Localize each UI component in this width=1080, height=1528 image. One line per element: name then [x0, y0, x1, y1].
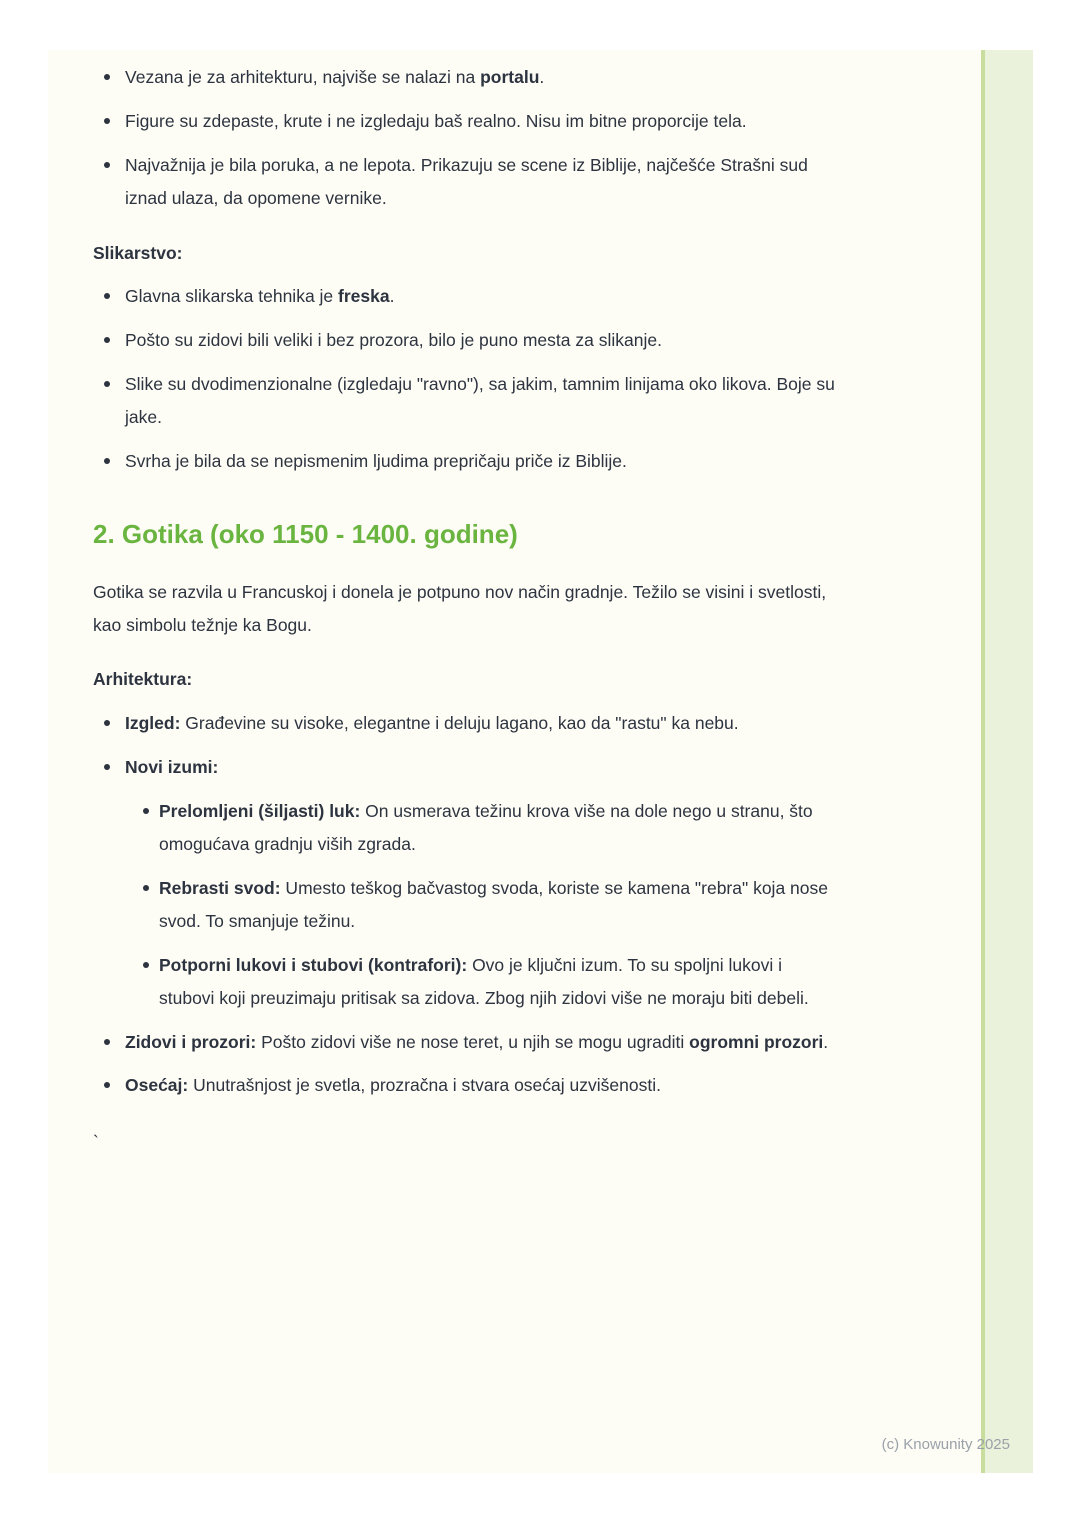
- body-text: On usmerava težinu krova više na dole nego u stranu, što omogućava gradnju viših zgrada.: [159, 801, 813, 855]
- body-text: .: [823, 1031, 829, 1052]
- subsection-heading: Slikarstvo:: [93, 242, 183, 263]
- list-item: [125, 751, 835, 1014]
- bold-text: Zidovi i prozori:: [125, 1031, 257, 1052]
- body-text: Ovo je ključni izum. To su spoljni lukovi i stubovi koji preuzimaju pritisak sa zidova. Zbog njih zidovi više ne moraju biti debeli.: [159, 954, 809, 1008]
- body-text: Pošto zidovi više ne nose teret, u njih se mogu ugraditi: [256, 1031, 690, 1052]
- bold-text: Prelomljeni (šiljasti) luk:: [159, 801, 361, 822]
- document-content: [93, 50, 835, 1159]
- list-item: [159, 949, 835, 1015]
- paragraph: Gotika se razvila u Francuskoj i donela je potpuno nov način gradnje. Težilo se visini i svetlosti, kao simbolu težnje ka Bogu.: [93, 581, 827, 635]
- body-text: Umesto teškog bačvastog svoda, koriste se kamena "rebra" koja nose svod. To smanjuje težinu.: [159, 877, 828, 931]
- document-page: [48, 50, 1033, 1473]
- bullet-list: [93, 707, 835, 1102]
- body-text: Unutrašnjost je svetla, prozračna i stvara osećaj uzvišenosti.: [188, 1075, 661, 1096]
- list-item: [125, 280, 835, 313]
- bold-text: Izgled:: [125, 713, 181, 734]
- bold-text: portalu: [480, 67, 540, 87]
- list-item: [125, 324, 835, 357]
- body-text: .: [389, 286, 395, 307]
- list-item: [125, 105, 835, 138]
- body-text: Figure su zdepaste, krute i ne izgledaju baš realno. Nisu im bitne proporcije tela.: [125, 110, 747, 131]
- subsection-heading: Arhitektura:: [93, 669, 193, 690]
- nested-bullet-list: [125, 795, 835, 1014]
- bullet-list: [93, 61, 835, 215]
- body-text: Slike su dvodimenzionalne (izgledaju "ravno"), sa jakim, tamnim linijama oko likova. Boje su jake.: [125, 374, 835, 428]
- bold-text: Novi izumi:: [125, 757, 219, 778]
- list-item: [125, 1069, 835, 1102]
- body-text: Vezana je za arhitekturu, najviše se nalazi na: [125, 67, 481, 87]
- list-item: [125, 368, 835, 434]
- bold-text: Osećaj:: [125, 1075, 189, 1096]
- body-text: Glavna slikarska tehnika je: [125, 286, 339, 307]
- body-text: .: [539, 67, 545, 87]
- list-item: [125, 61, 835, 94]
- body-text: Svrha je bila da se nepismenim ljudima prepričaju priče iz Biblije.: [125, 451, 627, 472]
- section-heading: 2. Gotika (oko 1150 - 1400. godine): [93, 518, 518, 549]
- body-text: Građevine su visoke, elegantne i deluju lagano, kao da "rastu" ka nebu.: [180, 713, 739, 734]
- list-item: [159, 872, 835, 938]
- copyright-footer: (c) Knowunity 2025: [881, 1436, 1010, 1453]
- bold-text: Potporni lukovi i stubovi (kontrafori):: [159, 954, 468, 975]
- bold-text: Rebrasti svod:: [159, 877, 281, 898]
- bullet-list: [93, 280, 835, 477]
- list-item: [125, 149, 835, 215]
- list-item: [125, 1026, 835, 1059]
- paragraph: `: [93, 1132, 99, 1153]
- list-item: [125, 707, 835, 740]
- body-text: Pošto su zidovi bili veliki i bez prozora, bilo je puno mesta za slikanje.: [125, 330, 662, 351]
- list-item: [125, 445, 835, 478]
- bold-text: ogromni prozori: [689, 1031, 824, 1052]
- bold-text: freska: [338, 286, 390, 307]
- list-item: [159, 795, 835, 861]
- body-text: Najvažnija je bila poruka, a ne lepota. Prikazuju se scene iz Biblije, najčešće Strašni sud iznad ulaza, da opomene vernike.: [125, 154, 808, 208]
- accent-stripe: [981, 50, 1033, 1473]
